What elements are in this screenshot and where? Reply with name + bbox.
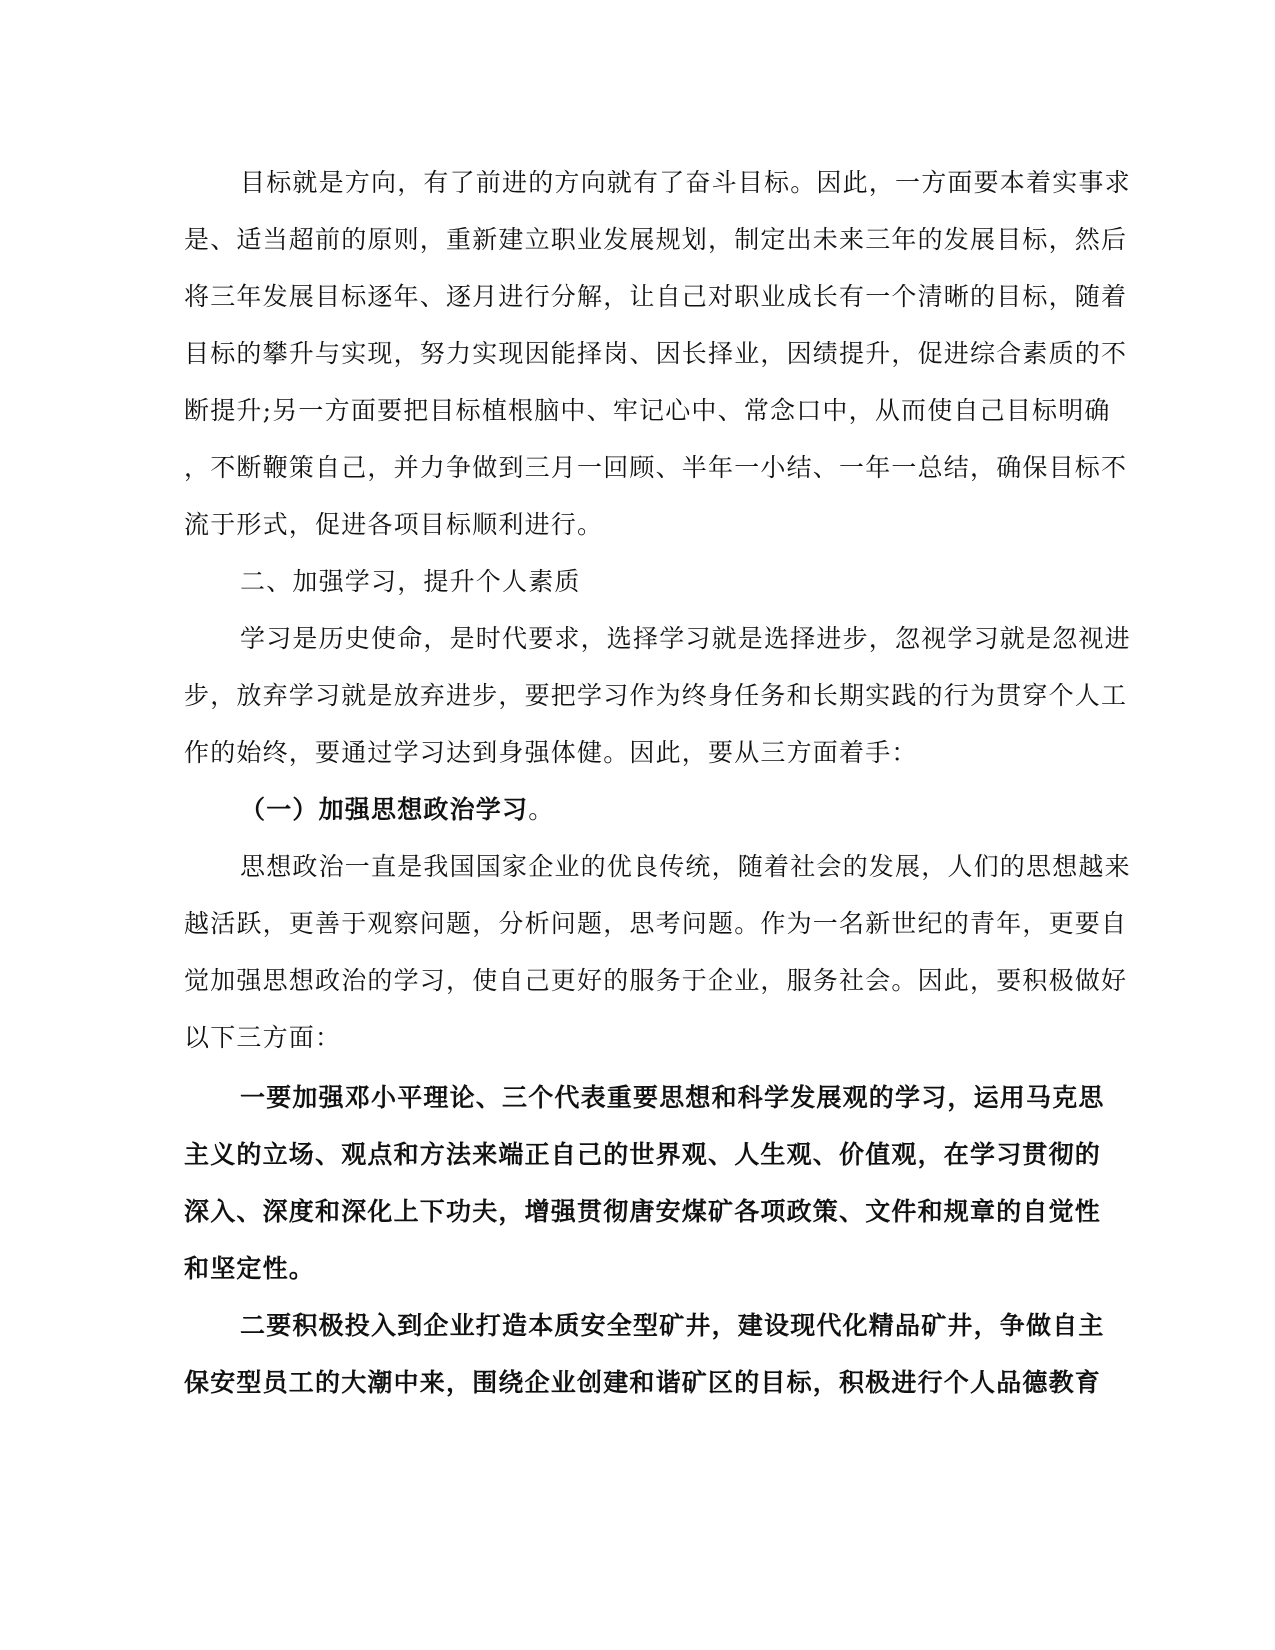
paragraph-3-line-3: 觉加强思想政治的学习，使自己更好的服务于企业，服务社会。因此，要积极做好 [184,966,1128,995]
paragraph-1-line-4: 目标的攀升与实现，努力实现因能择岗、因长择业，因绩提升，促进综合素质的不 [184,339,1128,368]
paragraph-1-line-5: 断提升;另一方面要把目标植根脑中、牢记心中、常念口中，从而使自己目标明确 [184,396,1111,425]
paragraph-3-line-4: 以下三方面： [184,1023,342,1052]
paragraph-2-line-1: 学习是历史使命，是时代要求，选择学习就是选择进步，忽视学习就是忽视进 [240,624,1131,653]
paragraph-1-line-7: 流于形式，促进各项目标顺利进行。 [184,510,604,539]
paragraph-5-line-2: 保安型员工的大潮中来，围绕企业创建和谐矿区的目标，积极进行个人品德教育 [184,1368,1102,1397]
paragraph-4-line-2: 主义的立场、观点和方法来端正自己的世界观、人生观、价值观，在学习贯彻的 [184,1140,1102,1169]
paragraph-3-line-1: 思想政治一直是我国国家企业的优良传统，随着社会的发展，人们的思想越来 [240,852,1131,881]
paragraph-2-line-2: 步，放弃学习就是放弃进步，要把学习作为终身任务和长期实践的行为贯穿个人工 [184,681,1128,710]
paragraph-5-line-1: 二要积极投入到企业打造本质安全型矿井，建设现代化精品矿井，争做自主 [240,1311,1105,1340]
paragraph-1-line-6: ，不断鞭策自己，并力争做到三月一回顾、半年一小结、一年一总结，确保目标不 [184,453,1128,482]
paragraph-1-line-3: 将三年发展目标逐年、逐月进行分解，让自己对职业成长有一个清晰的目标，随着 [184,282,1128,311]
subsection-1-heading [240,794,1084,826]
subsection-1-suffix: 。 [528,795,555,824]
subsection-1-title: （一）加强思想政治学习 [240,795,529,824]
paragraph-3-line-2: 越活跃，更善于观察问题，分析问题，思考问题。作为一名新世纪的青年，更要自 [184,909,1128,938]
paragraph-4-line-1: 一要加强邓小平理论、三个代表重要思想和科学发展观的学习，运用马克思 [240,1083,1105,1112]
section-2-title: 二、加强学习，提升个人素质 [240,567,581,596]
paragraph-1-line-1: 目标就是方向，有了前进的方向就有了奋斗目标。因此，一方面要本着实事求 [240,168,1131,197]
paragraph-2-line-3: 作的始终，要通过学习达到身强体健。因此，要从三方面着手： [184,738,918,767]
paragraph-4-line-4: 和坚定性。 [184,1254,316,1283]
paragraph-4-line-3: 深入、深度和深化上下功夫，增强贯彻唐安煤矿各项政策、文件和规章的自觉性 [184,1197,1102,1226]
paragraph-1-line-2: 是、适当超前的原则，重新建立职业发展规划，制定出未来三年的发展目标，然后 [184,225,1128,254]
